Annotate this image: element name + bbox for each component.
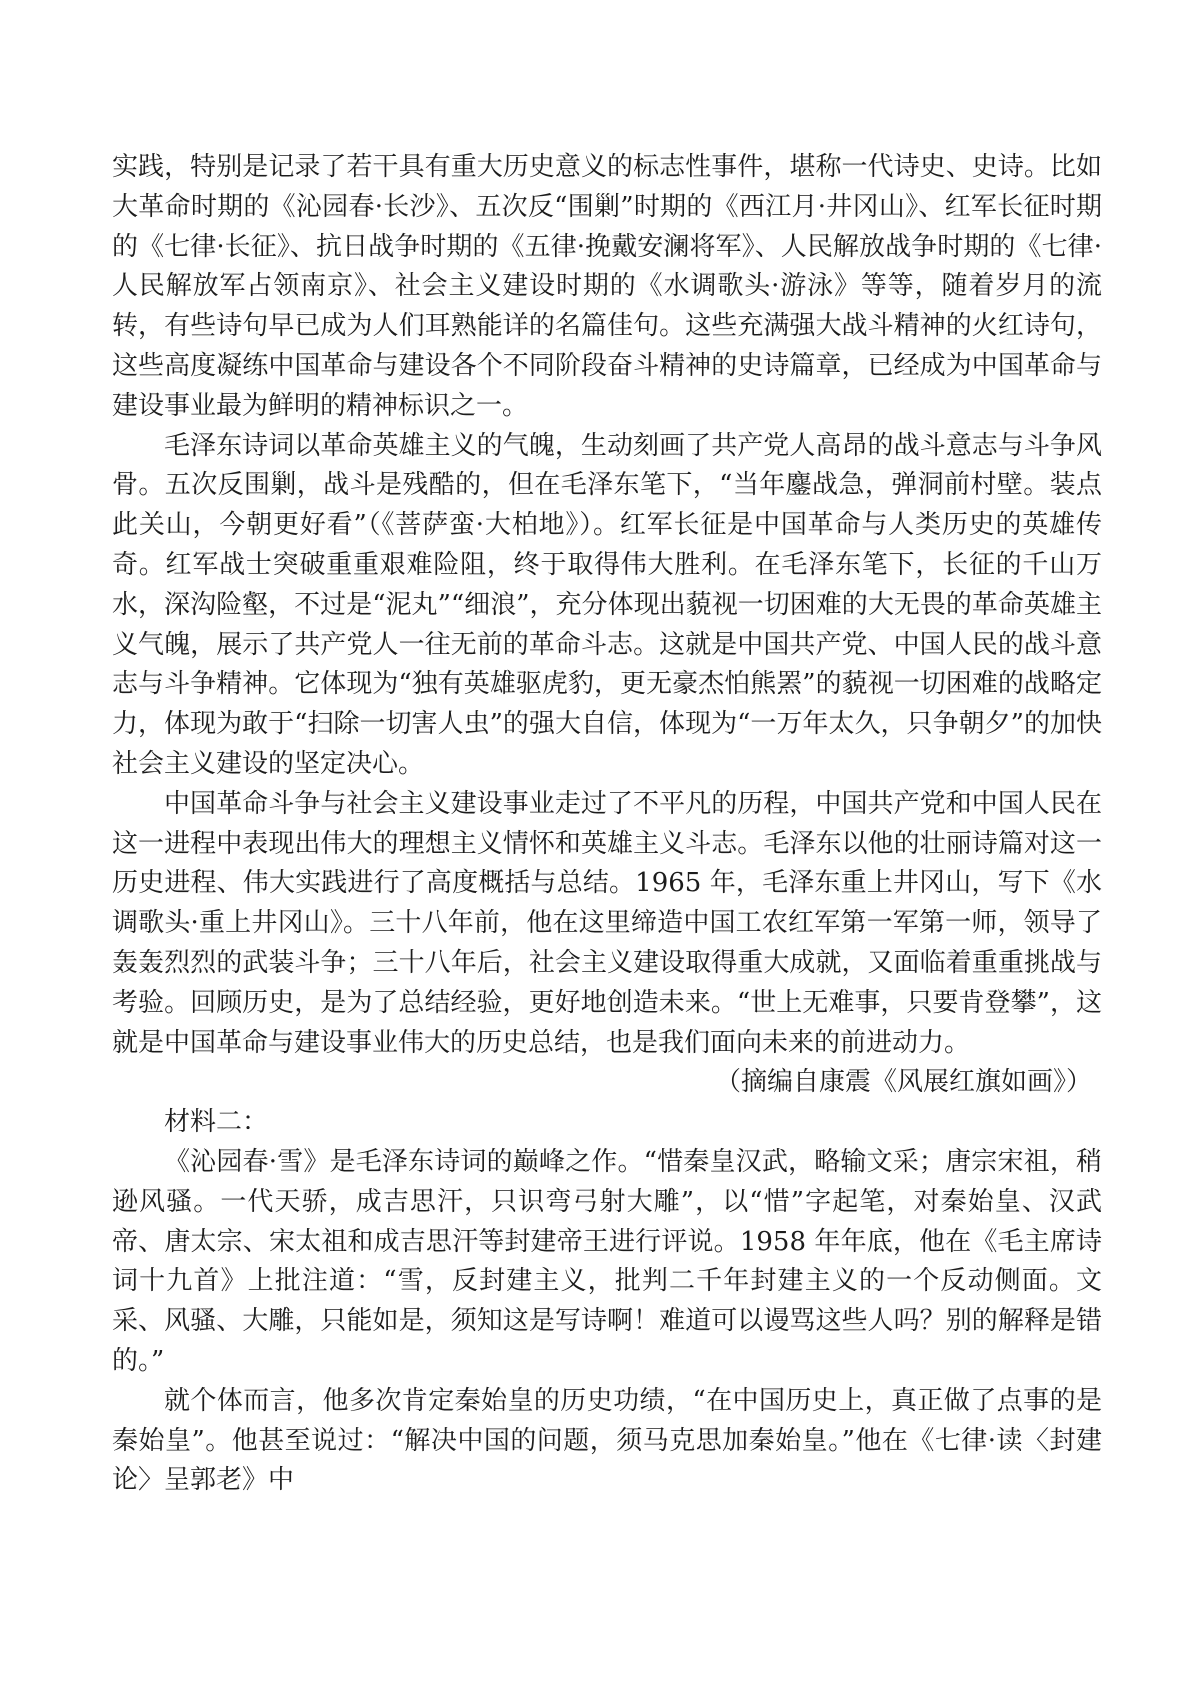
- paragraph-3: 中国革命斗争与社会主义建设事业走过了不平凡的历程，中国共产党和中国人民在这一进程中表现出伟大的理想主义情怀和英雄主义斗志。毛泽东以他的壮丽诗篇对这一历史进程、伟大实践进行了高度概括与总结。1965 年，毛泽东重上井冈山，写下《水调歌头·重上井冈山》。三十八年前，他在这里缔造中国工农红军第一军第一师，领导了轰轰烈烈的武装斗争；三十八年后，社会主义建设取得重大成就，又面临着重重挑战与考验。回顾历史，是为了总结经验，更好地创造未来。“世上无难事，只要肯登攀”，这就是中国革命与建设事业伟大的历史总结，也是我们面向未来的前进动力。: [112, 788, 1102, 1058]
- source-citation: （摘编自康震《风展红旗如画》）: [714, 1067, 1092, 1098]
- paragraph-2: 毛泽东诗词以革命英雄主义的气魄，生动刻画了共产党人高昂的战斗意志与斗争风骨。五次反围剿，战斗是残酷的，但在毛泽东笔下，“当年鏖战急，弹洞前村壁。装点此关山，今朝更好看”（《菩萨蛮·大柏地》）。红军长征是中国革命与人类历史的英雄传奇。红军战士突破重重艰难险阻，终于取得伟大胜利。在毛泽东笔下，长征的千山万水，深沟险壑，不过是“泥丸”“细浪”，充分体现出藐视一切困难的大无畏的革命英雄主义气魄，展示了共产党人一往无前的革命斗志。这就是中国共产党、中国人民的战斗意志与斗争精神。它体现为“独有英雄驱虎豹，更无豪杰怕熊罴”的藐视一切困难的战略定力，体现为敢于“扫除一切害人虫”的强大自信，体现为“一万年太久，只争朝夕”的加快社会主义建设的坚定决心。: [112, 430, 1102, 779]
- document-page: [112, 148, 1102, 1501]
- paragraph-5: 就个体而言，他多次肯定秦始皇的历史功绩，“在中国历史上，真正做了点事的是秦始皇”。他甚至说过：“解决中国的问题，须马克思加秦始皇。”他在《七律·读〈封建论〉呈郭老》中: [112, 1385, 1102, 1496]
- paragraph-1: 实践，特别是记录了若干具有重大历史意义的标志性事件，堪称一代诗史、史诗。比如大革命时期的《沁园春·长沙》、五次反“围剿”时期的《西江月·井冈山》、红军长征时期的《七律·长征》、抗日战争时期的《五律·挽戴安澜将军》、人民解放战争时期的《七律·人民解放军占领南京》、社会主义建设时期的《水调歌头·游泳》等等，随着岁月的流转，有些诗句早已成为人们耳熟能详的名篇佳句。这些充满强大战斗精神的火红诗句，这些高度凝练中国革命与建设各个不同阶段奋斗精神的史诗篇章，已经成为中国革命与建设事业最为鲜明的精神标识之一。: [112, 152, 1102, 421]
- paragraph-4: 《沁园春·雪》是毛泽东诗词的巅峰之作。“惜秦皇汉武，略输文采；唐宗宋祖，稍逊风骚。一代天骄，成吉思汗，只识弯弓射大雕”，以“惜”字起笔，对秦始皇、汉武帝、唐太宗、宋太祖和成吉思汗等封建帝王进行评说。1958 年年底，他在《毛主席诗词十九首》上批注道：“雪，反封建主义，批判二千年封建主义的一个反动侧面。文采、风骚、大雕，只能如是，须知这是写诗啊！难道可以谩骂这些人吗？别的解释是错的。”: [112, 1146, 1102, 1376]
- material-two-label: 材料二：: [164, 1107, 269, 1138]
